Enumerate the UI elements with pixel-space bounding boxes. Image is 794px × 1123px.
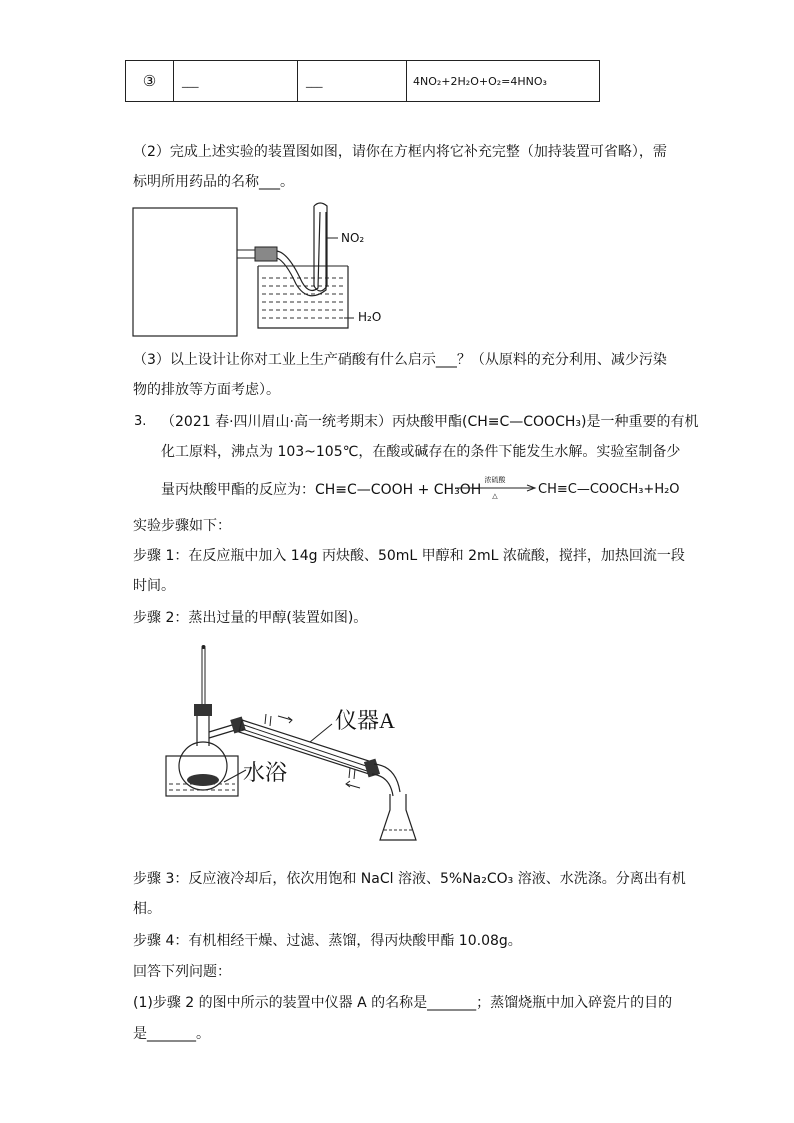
answer-table	[125, 60, 600, 102]
label-leader	[310, 724, 332, 742]
q1-line1: (1)步骤 2 的图中所示的装置中仪器 A 的名称是_______；蒸馏烧瓶中加入碎瓷片的目的	[133, 995, 673, 1011]
step3-line1: 步骤 3：反应液冷却后，依次用饱和 NaCl 溶液、5%Na₂CO₃ 溶液、水洗涤。分离出有机	[133, 871, 686, 887]
q2-line1: （2）完成上述实验的装置图如图，请你在方框内将它补充完整（加持装置可省略），需	[133, 144, 667, 160]
step3-line2: 相。	[133, 901, 161, 917]
step1-line2: 时间。	[133, 578, 175, 594]
p3-line1: （2021 春·四川眉山·高一统考期末）丙炔酸甲酯(CH≡C—COOCH₃)是一种重要的有机	[161, 414, 699, 430]
question-number: 3.	[134, 414, 147, 429]
blank-cell: ___	[174, 61, 298, 102]
step1-line1: 步骤 1：在反应瓶中加入 14g 丙炔酸、50mL 甲醇和 2mL 浓硫酸，搅拌，加热回流一段	[133, 548, 685, 564]
table-row	[126, 61, 600, 102]
step2-text: 步骤 2：蒸出过量的甲醇(装置如图)。	[133, 610, 368, 626]
equation-cell: 4NO₂+2H₂O+O₂=4HNO₃	[407, 61, 600, 102]
distillation-apparatus-figure	[160, 642, 420, 852]
rubber-connector	[255, 247, 277, 261]
q1-line2: 是_______。	[133, 1026, 210, 1042]
h2o-label: H₂O	[358, 310, 382, 324]
blank-box	[133, 208, 237, 336]
instrument-a-label: 仪器A	[335, 708, 395, 733]
blank-cell: ___	[298, 61, 407, 102]
arrow-condition-top: 浓硫酸	[484, 476, 506, 484]
p3-line2: 化工原料，沸点为 103~105℃，在酸或碱存在的条件下能发生水解。实验室制备少	[161, 444, 681, 460]
answer-intro: 回答下列问题：	[133, 964, 231, 980]
beaker	[258, 266, 348, 328]
row-number: ③	[126, 61, 174, 102]
p3-products: CH≡C—COOCH₃+H₂O	[538, 482, 680, 497]
receiving-flask	[380, 794, 416, 840]
no2-apparatus-figure	[130, 198, 390, 340]
stopper	[194, 704, 212, 716]
arrow-condition-bottom: △	[492, 492, 498, 500]
steps-intro: 实验步骤如下：	[133, 518, 231, 534]
q3-line1: （3）以上设计让你对工业上生产硝酸有什么启示___？（从原料的充分利用、减少污染	[133, 352, 667, 368]
water-bath-label: 水浴	[243, 760, 288, 785]
q2-line2: 标明所用药品的名称___。	[133, 174, 294, 190]
no2-label: NO₂	[341, 231, 365, 245]
step4-text: 步骤 4：有机相经干燥、过滤、蒸馏，得丙炔酸甲酯 10.08g。	[133, 933, 522, 949]
q3-line2: 物的排放等方面考虑）。	[133, 382, 280, 398]
p3-reactants: 量丙炔酸甲酯的反应为：CH≡C—COOH + CH₃OH	[161, 482, 482, 498]
